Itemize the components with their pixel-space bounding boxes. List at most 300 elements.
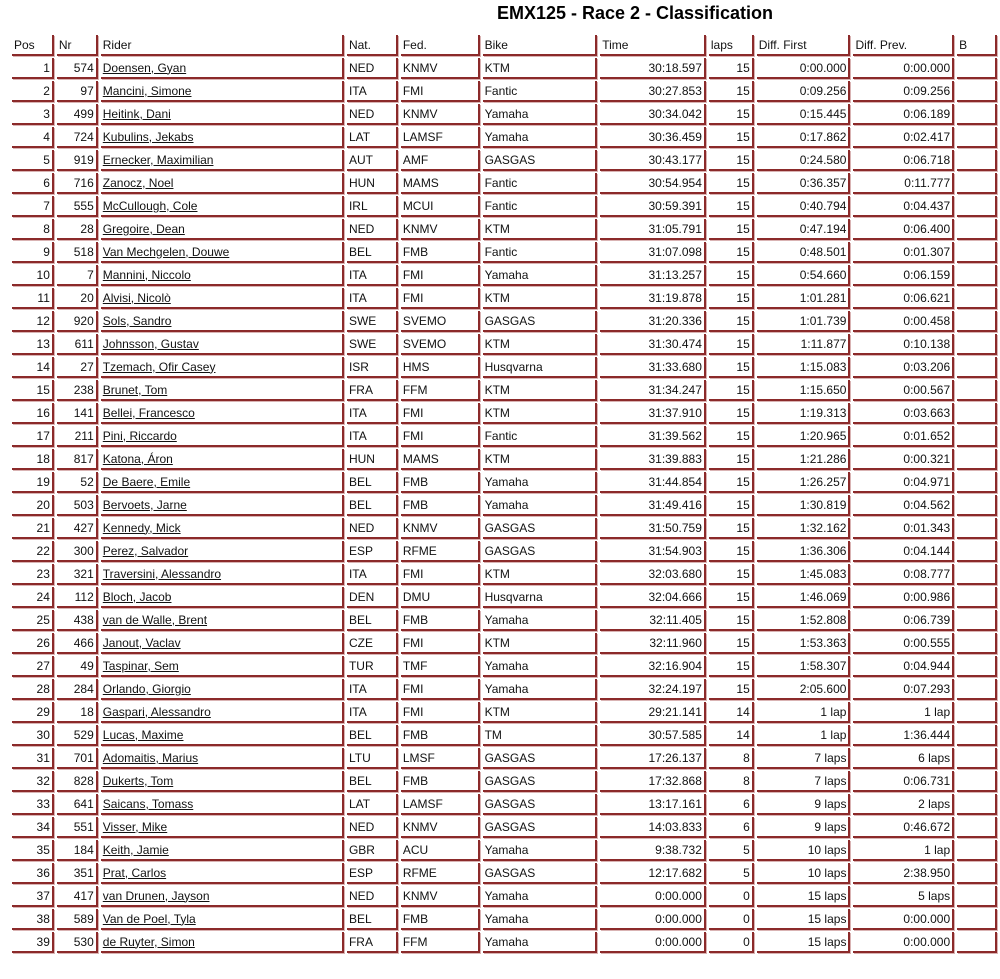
- cell-diff-prev: 0:01.343: [853, 518, 954, 539]
- cell-bike: Yamaha: [483, 472, 598, 493]
- cell-extra: [957, 564, 997, 585]
- cell-diff-prev: 0:06.739: [853, 610, 954, 631]
- cell-nr: 351: [57, 863, 98, 884]
- cell-diff-first: 1:58.307: [757, 656, 851, 677]
- rider-link[interactable]: De Baere, Emile: [102, 474, 191, 489]
- page-title: EMX125 - Race 2 - Classification: [496, 3, 774, 23]
- rider-link[interactable]: Kubulins, Jekabs: [102, 129, 194, 144]
- cell-rider: [101, 173, 344, 194]
- cell-time: 32:11.405: [600, 610, 706, 631]
- cell-rider: [101, 610, 344, 631]
- cell-time: 0:00.000: [600, 932, 706, 953]
- rider-link[interactable]: Lucas, Maxime: [102, 727, 184, 742]
- rider-link[interactable]: Gregoire, Dean: [102, 221, 185, 236]
- table-row: [12, 771, 997, 792]
- cell-rider: [101, 380, 344, 401]
- cell-pos: 37: [12, 886, 54, 907]
- table-row: [12, 564, 997, 585]
- cell-nat: SWE: [347, 311, 398, 332]
- rider-link[interactable]: Ernecker, Maximilian: [102, 152, 214, 167]
- cell-diff-first: 1:32.162: [757, 518, 851, 539]
- cell-bike: KTM: [483, 403, 598, 424]
- table-row: [12, 449, 997, 470]
- cell-diff-first: 0:36.357: [757, 173, 851, 194]
- cell-nr: 52: [57, 472, 98, 493]
- header-nr: Nr: [57, 35, 98, 56]
- cell-extra: [957, 173, 997, 194]
- cell-diff-first: 9 laps: [757, 794, 851, 815]
- cell-fed: FMB: [401, 472, 480, 493]
- table-row: [12, 104, 997, 125]
- table-row: [12, 679, 997, 700]
- cell-laps: 15: [709, 150, 754, 171]
- cell-fed: FMB: [401, 242, 480, 263]
- table-row: [12, 518, 997, 539]
- cell-time: 14:03.833: [600, 817, 706, 838]
- cell-laps: 15: [709, 127, 754, 148]
- cell-laps: 15: [709, 518, 754, 539]
- cell-diff-prev: 0:04.144: [853, 541, 954, 562]
- cell-time: 30:34.042: [600, 104, 706, 125]
- cell-time: 31:33.680: [600, 357, 706, 378]
- cell-bike: Fantic: [483, 242, 598, 263]
- table-row: [12, 886, 997, 907]
- cell-extra: [957, 771, 997, 792]
- cell-pos: 3: [12, 104, 54, 125]
- cell-time: 32:03.680: [600, 564, 706, 585]
- cell-extra: [957, 886, 997, 907]
- rider-link[interactable]: Prat, Carlos: [102, 865, 167, 880]
- rider-link[interactable]: Orlando, Giorgio: [102, 681, 191, 696]
- cell-pos: 13: [12, 334, 54, 355]
- table-row: [12, 150, 997, 171]
- cell-extra: [957, 219, 997, 240]
- cell-laps: 15: [709, 196, 754, 217]
- cell-nat: ISR: [347, 357, 398, 378]
- cell-extra: [957, 541, 997, 562]
- cell-nat: BEL: [347, 495, 398, 516]
- cell-diff-first: 15 laps: [757, 909, 851, 930]
- cell-bike: Fantic: [483, 196, 598, 217]
- cell-time: 17:26.137: [600, 748, 706, 769]
- cell-diff-prev: 0:03.663: [853, 403, 954, 424]
- cell-diff-prev: 0:00.000: [853, 932, 954, 953]
- cell-nr: 503: [57, 495, 98, 516]
- cell-diff-prev: 0:04.971: [853, 472, 954, 493]
- cell-laps: 15: [709, 380, 754, 401]
- cell-pos: 38: [12, 909, 54, 930]
- cell-diff-first: 9 laps: [757, 817, 851, 838]
- cell-bike: GASGAS: [483, 771, 598, 792]
- header-nat: Nat.: [347, 35, 398, 56]
- cell-bike: KTM: [483, 58, 598, 79]
- cell-bike: KTM: [483, 334, 598, 355]
- cell-pos: 12: [12, 311, 54, 332]
- cell-extra: [957, 518, 997, 539]
- cell-nr: 18: [57, 702, 98, 723]
- cell-pos: 25: [12, 610, 54, 631]
- rider-link[interactable]: Mancini, Simone: [102, 83, 192, 98]
- cell-nr: 466: [57, 633, 98, 654]
- cell-nat: FRA: [347, 932, 398, 953]
- cell-diff-prev: 6 laps: [853, 748, 954, 769]
- cell-rider: [101, 242, 344, 263]
- cell-pos: 23: [12, 564, 54, 585]
- cell-time: 30:57.585: [600, 725, 706, 746]
- cell-rider: [101, 311, 344, 332]
- cell-pos: 8: [12, 219, 54, 240]
- cell-pos: 27: [12, 656, 54, 677]
- table-row: [12, 725, 997, 746]
- table-row: [12, 472, 997, 493]
- cell-rider: [101, 127, 344, 148]
- rider-link[interactable]: Keith, Jamie: [102, 842, 169, 857]
- cell-nat: NED: [347, 886, 398, 907]
- cell-nat: ITA: [347, 403, 398, 424]
- cell-nr: 238: [57, 380, 98, 401]
- cell-nr: 555: [57, 196, 98, 217]
- cell-rider: [101, 564, 344, 585]
- cell-extra: [957, 472, 997, 493]
- cell-rider: [101, 633, 344, 654]
- cell-rider: [101, 725, 344, 746]
- cell-bike: Yamaha: [483, 679, 598, 700]
- rider-link[interactable]: Brunet, Tom: [102, 382, 168, 397]
- cell-fed: FFM: [401, 380, 480, 401]
- cell-bike: GASGAS: [483, 518, 598, 539]
- cell-diff-first: 0:48.501: [757, 242, 851, 263]
- table-row: [12, 403, 997, 424]
- cell-extra: [957, 58, 997, 79]
- rider-link[interactable]: Van de Poel, Tyla: [102, 911, 196, 926]
- cell-extra: [957, 932, 997, 953]
- cell-diff-prev: 0:09.256: [853, 81, 954, 102]
- cell-diff-prev: 0:02.417: [853, 127, 954, 148]
- cell-nr: 27: [57, 357, 98, 378]
- cell-extra: [957, 679, 997, 700]
- cell-fed: FMB: [401, 610, 480, 631]
- header-time: Time: [600, 35, 706, 56]
- cell-rider: [101, 81, 344, 102]
- cell-pos: 6: [12, 173, 54, 194]
- cell-pos: 1: [12, 58, 54, 79]
- cell-diff-prev: 0:06.189: [853, 104, 954, 125]
- rider-link[interactable]: Dukerts, Tom: [102, 773, 174, 788]
- cell-diff-first: 0:47.194: [757, 219, 851, 240]
- rider-link[interactable]: Bervoets, Jarne: [102, 497, 187, 512]
- cell-laps: 15: [709, 357, 754, 378]
- cell-rider: [101, 357, 344, 378]
- cell-diff-prev: 1 lap: [853, 840, 954, 861]
- table-row: [12, 541, 997, 562]
- cell-extra: [957, 288, 997, 309]
- cell-diff-prev: 0:00.321: [853, 449, 954, 470]
- cell-time: 30:18.597: [600, 58, 706, 79]
- cell-fed: MAMS: [401, 173, 480, 194]
- cell-diff-prev: 0:07.293: [853, 679, 954, 700]
- cell-nat: DEN: [347, 587, 398, 608]
- rider-link[interactable]: van de Walle, Brent: [102, 612, 208, 627]
- cell-nr: 20: [57, 288, 98, 309]
- cell-nat: BEL: [347, 771, 398, 792]
- cell-time: 12:17.682: [600, 863, 706, 884]
- cell-nr: 828: [57, 771, 98, 792]
- cell-nr: 211: [57, 426, 98, 447]
- cell-time: 30:43.177: [600, 150, 706, 171]
- cell-pos: 9: [12, 242, 54, 263]
- cell-fed: FMI: [401, 81, 480, 102]
- cell-bike: GASGAS: [483, 748, 598, 769]
- cell-fed: MCUI: [401, 196, 480, 217]
- cell-extra: [957, 817, 997, 838]
- cell-nat: ITA: [347, 288, 398, 309]
- cell-nr: 919: [57, 150, 98, 171]
- cell-fed: FMI: [401, 702, 480, 723]
- rider-link[interactable]: Johnsson, Gustav: [102, 336, 199, 351]
- rider-link[interactable]: Bloch, Jacob: [102, 589, 172, 604]
- cell-fed: FMI: [401, 633, 480, 654]
- cell-nr: 427: [57, 518, 98, 539]
- cell-pos: 7: [12, 196, 54, 217]
- cell-bike: Yamaha: [483, 656, 598, 677]
- cell-laps: 0: [709, 886, 754, 907]
- cell-extra: [957, 403, 997, 424]
- cell-extra: [957, 196, 997, 217]
- cell-diff-first: 1:30.819: [757, 495, 851, 516]
- cell-laps: 15: [709, 403, 754, 424]
- cell-nat: ITA: [347, 81, 398, 102]
- cell-bike: Husqvarna: [483, 357, 598, 378]
- cell-rider: [101, 656, 344, 677]
- cell-fed: FMB: [401, 771, 480, 792]
- rider-link[interactable]: Sols, Sandro: [102, 313, 172, 328]
- table-row: [12, 219, 997, 240]
- table-row: [12, 265, 997, 286]
- cell-extra: [957, 127, 997, 148]
- cell-nat: SWE: [347, 334, 398, 355]
- cell-pos: 36: [12, 863, 54, 884]
- cell-diff-prev: 0:00.000: [853, 909, 954, 930]
- rider-link[interactable]: Heitink, Dani: [102, 106, 171, 121]
- cell-laps: 14: [709, 702, 754, 723]
- cell-extra: [957, 242, 997, 263]
- cell-nr: 49: [57, 656, 98, 677]
- cell-fed: FMB: [401, 909, 480, 930]
- cell-extra: [957, 357, 997, 378]
- cell-nr: 499: [57, 104, 98, 125]
- cell-fed: AMF: [401, 150, 480, 171]
- cell-diff-first: 10 laps: [757, 840, 851, 861]
- cell-extra: [957, 610, 997, 631]
- cell-diff-first: 0:17.862: [757, 127, 851, 148]
- rider-link[interactable]: Alvisi, Nicolò: [102, 290, 171, 305]
- cell-bike: GASGAS: [483, 541, 598, 562]
- table-row: [12, 748, 997, 769]
- cell-bike: GASGAS: [483, 817, 598, 838]
- cell-laps: 15: [709, 587, 754, 608]
- cell-time: 29:21.141: [600, 702, 706, 723]
- cell-fed: KNMV: [401, 219, 480, 240]
- cell-pos: 5: [12, 150, 54, 171]
- table-row: [12, 242, 997, 263]
- cell-bike: KTM: [483, 288, 598, 309]
- cell-nat: BEL: [347, 725, 398, 746]
- cell-rider: [101, 771, 344, 792]
- header-row: [12, 35, 997, 56]
- table-row: [12, 656, 997, 677]
- rider-link[interactable]: van Drunen, Jayson: [102, 888, 210, 903]
- table-row: [12, 587, 997, 608]
- rider-link[interactable]: Mannini, Niccolo: [102, 267, 191, 282]
- rider-link[interactable]: Zanocz, Noel: [102, 175, 174, 190]
- cell-rider: [101, 426, 344, 447]
- table-row: [12, 380, 997, 401]
- cell-pos: 2: [12, 81, 54, 102]
- cell-fed: FFM: [401, 932, 480, 953]
- cell-extra: [957, 426, 997, 447]
- rider-link[interactable]: Taspinar, Sem: [102, 658, 179, 673]
- cell-diff-first: 7 laps: [757, 748, 851, 769]
- cell-time: 31:19.878: [600, 288, 706, 309]
- cell-fed: FMI: [401, 265, 480, 286]
- cell-nat: ITA: [347, 265, 398, 286]
- cell-diff-prev: 0:00.567: [853, 380, 954, 401]
- cell-diff-first: 1:46.069: [757, 587, 851, 608]
- rider-link[interactable]: Van Mechgelen, Douwe: [102, 244, 230, 259]
- table-row: [12, 426, 997, 447]
- cell-diff-prev: 0:01.307: [853, 242, 954, 263]
- cell-fed: KNMV: [401, 817, 480, 838]
- rider-link[interactable]: Pini, Riccardo: [102, 428, 177, 443]
- cell-rider: [101, 748, 344, 769]
- cell-nr: 112: [57, 587, 98, 608]
- rider-link[interactable]: Adomaitis, Marius: [102, 750, 199, 765]
- cell-rider: [101, 150, 344, 171]
- cell-rider: [101, 909, 344, 930]
- cell-nat: ITA: [347, 679, 398, 700]
- cell-bike: KTM: [483, 449, 598, 470]
- cell-time: 31:39.562: [600, 426, 706, 447]
- cell-nr: 438: [57, 610, 98, 631]
- cell-rider: [101, 518, 344, 539]
- rider-link[interactable]: McCullough, Cole: [102, 198, 198, 213]
- cell-pos: 32: [12, 771, 54, 792]
- cell-fed: ACU: [401, 840, 480, 861]
- cell-rider: [101, 863, 344, 884]
- cell-fed: TMF: [401, 656, 480, 677]
- cell-fed: FMI: [401, 679, 480, 700]
- cell-rider: [101, 794, 344, 815]
- cell-extra: [957, 587, 997, 608]
- rider-link[interactable]: Bellei, Francesco: [102, 405, 195, 420]
- cell-laps: 15: [709, 633, 754, 654]
- cell-fed: RFME: [401, 863, 480, 884]
- rider-link[interactable]: Perez, Salvador: [102, 543, 189, 558]
- cell-nr: 417: [57, 886, 98, 907]
- cell-extra: [957, 81, 997, 102]
- cell-rider: [101, 403, 344, 424]
- cell-laps: 8: [709, 748, 754, 769]
- cell-bike: KTM: [483, 633, 598, 654]
- cell-laps: 6: [709, 794, 754, 815]
- table-row: [12, 81, 997, 102]
- cell-laps: 15: [709, 564, 754, 585]
- cell-nat: BEL: [347, 242, 398, 263]
- cell-fed: MAMS: [401, 449, 480, 470]
- cell-extra: [957, 794, 997, 815]
- cell-nat: NED: [347, 219, 398, 240]
- cell-nat: ITA: [347, 564, 398, 585]
- rider-link[interactable]: Janout, Vaclav: [102, 635, 181, 650]
- cell-time: 32:16.904: [600, 656, 706, 677]
- rider-link[interactable]: Tzemach, Ofir Casey: [102, 359, 216, 374]
- cell-diff-prev: 5 laps: [853, 886, 954, 907]
- cell-diff-first: 1:53.363: [757, 633, 851, 654]
- cell-diff-prev: 0:04.437: [853, 196, 954, 217]
- cell-pos: 10: [12, 265, 54, 286]
- table-row: [12, 633, 997, 654]
- cell-time: 32:11.960: [600, 633, 706, 654]
- cell-diff-first: 1:19.313: [757, 403, 851, 424]
- cell-nat: ITA: [347, 426, 398, 447]
- cell-diff-prev: 0:06.718: [853, 150, 954, 171]
- cell-nat: NED: [347, 518, 398, 539]
- rider-link[interactable]: de Ruyter, Simon: [102, 934, 195, 949]
- rider-link[interactable]: Kennedy, Mick: [102, 520, 181, 535]
- cell-pos: 39: [12, 932, 54, 953]
- cell-fed: KNMV: [401, 58, 480, 79]
- cell-extra: [957, 380, 997, 401]
- cell-bike: Yamaha: [483, 127, 598, 148]
- rider-link[interactable]: Doensen, Gyan: [102, 60, 187, 75]
- cell-diff-first: 0:15.445: [757, 104, 851, 125]
- cell-time: 31:13.257: [600, 265, 706, 286]
- cell-bike: GASGAS: [483, 794, 598, 815]
- cell-nr: 97: [57, 81, 98, 102]
- rider-link[interactable]: Katona, Áron: [102, 451, 173, 466]
- cell-bike: GASGAS: [483, 863, 598, 884]
- cell-diff-prev: 1 lap: [853, 702, 954, 723]
- cell-time: 31:34.247: [600, 380, 706, 401]
- cell-fed: KNMV: [401, 886, 480, 907]
- table-row: [12, 357, 997, 378]
- cell-laps: 15: [709, 679, 754, 700]
- cell-time: 31:39.883: [600, 449, 706, 470]
- cell-diff-prev: 0:06.159: [853, 265, 954, 286]
- cell-nat: HUN: [347, 449, 398, 470]
- cell-bike: Yamaha: [483, 495, 598, 516]
- cell-laps: 15: [709, 311, 754, 332]
- rider-link[interactable]: Visser, Mike: [102, 819, 168, 834]
- header-fed: Fed.: [401, 35, 480, 56]
- cell-bike: GASGAS: [483, 150, 598, 171]
- cell-bike: KTM: [483, 564, 598, 585]
- cell-fed: KNMV: [401, 518, 480, 539]
- cell-nat: NED: [347, 817, 398, 838]
- cell-diff-first: 1:21.286: [757, 449, 851, 470]
- rider-link[interactable]: Saicans, Tomass: [102, 796, 194, 811]
- table-row: [12, 58, 997, 79]
- cell-rider: [101, 288, 344, 309]
- rider-link[interactable]: Gaspari, Alessandro: [102, 704, 211, 719]
- rider-link[interactable]: Traversini, Alessandro: [102, 566, 222, 581]
- cell-diff-prev: 0:04.562: [853, 495, 954, 516]
- cell-pos: 31: [12, 748, 54, 769]
- cell-fed: LMSF: [401, 748, 480, 769]
- cell-diff-prev: 0:06.731: [853, 771, 954, 792]
- cell-nat: ESP: [347, 863, 398, 884]
- cell-diff-prev: 0:00.458: [853, 311, 954, 332]
